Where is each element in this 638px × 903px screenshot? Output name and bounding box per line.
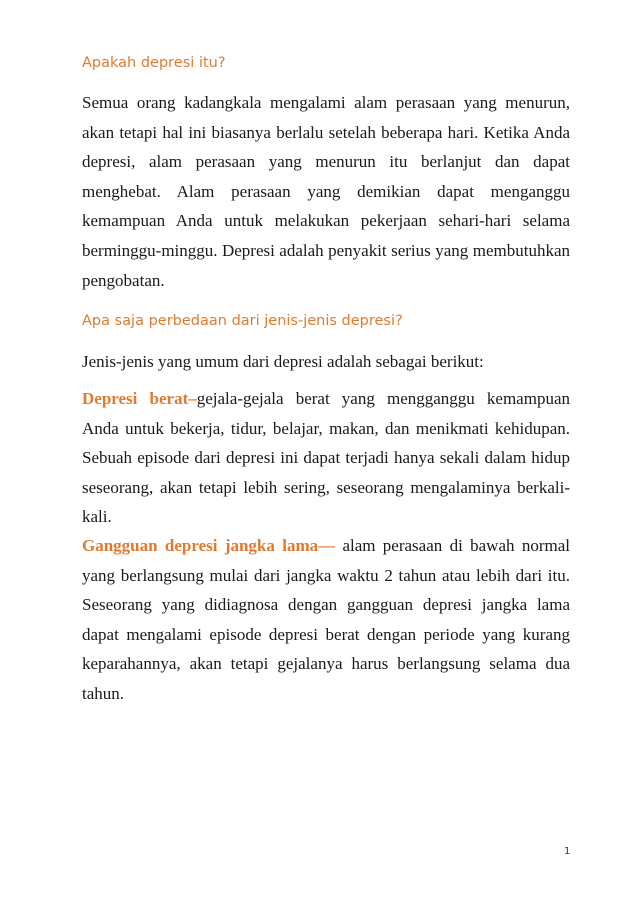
term-separator: — (318, 536, 343, 555)
paragraph-types-intro: Jenis-jenis yang umum dari depresi adalah sebagai berikut: (82, 352, 484, 371)
paragraph-major-depression (82, 384, 570, 532)
paragraph-depression-definition: Semua orang kadangkala mengalami alam perasaan yang menurun, akan tetapi hal ini biasanya berlalu setelah beberapa hari. Ketika Anda depresi, alam perasaan yang menurun itu berlanjut dan dapat menghebat. Alam perasaan yang demikian dapat menganggu kemampuan Anda untuk melakukan pekerjaan sehari-hari selama berminggu-minggu. Depresi adalah penyakit serius yang membutuhkan pengobatan. (82, 93, 570, 290)
heading-what-is-depression: Apakah depresi itu? (82, 55, 226, 71)
document-page (82, 0, 570, 903)
heading-types-of-depression: Apa saja perbedaan dari jenis-jenis depresi? (82, 313, 403, 329)
description-dysthymia: alam perasaan di bawah normal yang berlangsung mulai dari jangka waktu 2 tahun atau lebih dari itu. Seseorang yang didiagnosa dengan gangguan depresi jangka lama dapat mengalami episode depresi berat dengan periode yang kurang keparahannya, akan tetapi gejalanya harus berlangsung selama dua tahun. (82, 536, 570, 703)
term-separator: – (188, 389, 197, 408)
paragraph-dysthymia (82, 531, 570, 709)
description-major-depression: gejala-gejala berat yang mengganggu kemampuan Anda untuk bekerja, tidur, belajar, makan, dan menikmati kehidupan. Sebuah episode dari depresi ini dapat terjadi hanya sekali dalam hidup seseorang, akan tetapi lebih sering, seseorang mengalaminya berkali-kali. (82, 389, 570, 527)
page-number: 1 (564, 846, 571, 857)
term-dysthymia: Gangguan depresi jangka lama (82, 536, 319, 555)
term-major-depression: Depresi berat (82, 389, 189, 408)
